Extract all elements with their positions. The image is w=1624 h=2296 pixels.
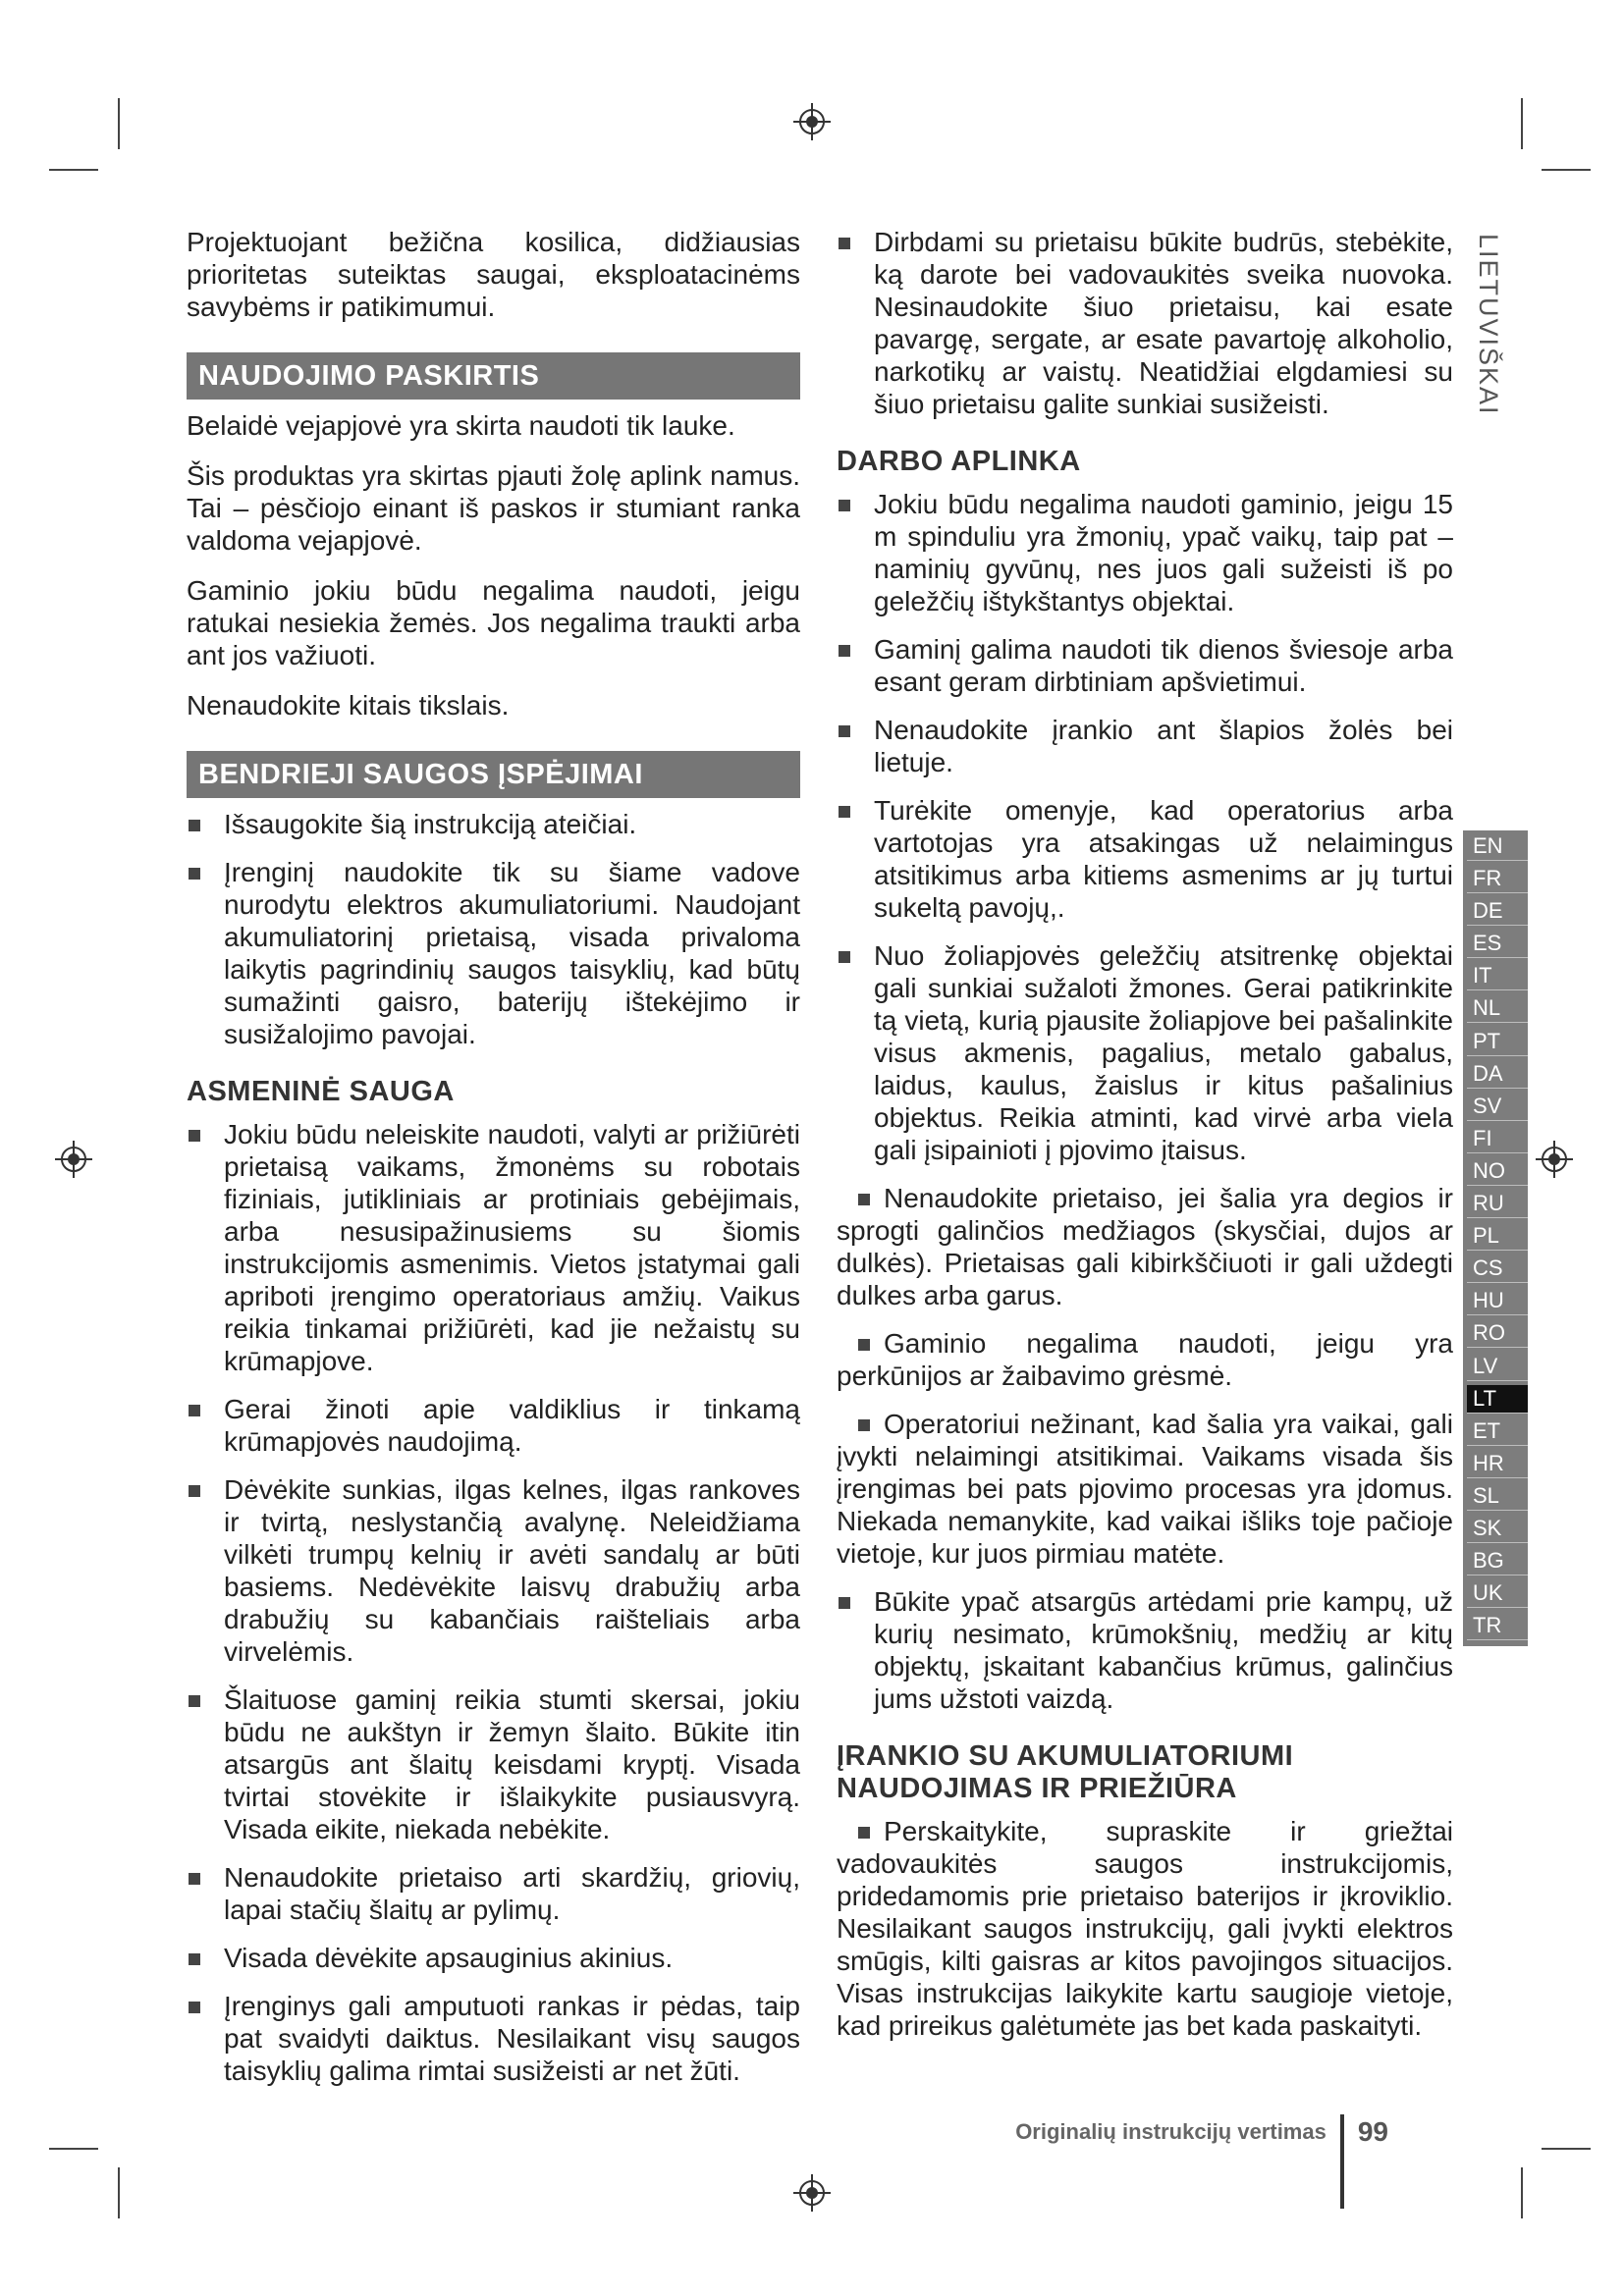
lang-tab-et: ET bbox=[1467, 1417, 1528, 1446]
language-label: LIETUVIŠKAI bbox=[1474, 234, 1503, 416]
list-item: Įrenginys gali amputuoti rankas ir pėdas, taip pat svaidyti daiktus. Nesilaikant visų saugos taisyklių galima rimtai susižeisti ar net žūti. bbox=[187, 1990, 800, 2087]
lang-tab-da: DA bbox=[1467, 1060, 1528, 1089]
list-item: Turėkite omenyje, kad operatorius arba vartotojas yra atsakingas už nelaimingus atsitikimus arba kitiems asmenims ar jų turtui sukeltą pavojų,. bbox=[837, 794, 1453, 924]
list-item: Išsaugokite šią instrukciją ateičiai. bbox=[187, 808, 800, 840]
language-tabs bbox=[1463, 830, 1528, 1646]
registration-mark-icon bbox=[55, 1141, 92, 1178]
paragraph: Nenaudokite kitais tikslais. bbox=[187, 690, 510, 721]
right-column bbox=[837, 226, 1453, 2057]
crop-mark bbox=[49, 2148, 98, 2150]
bullet-icon bbox=[858, 1194, 870, 1205]
registration-mark-icon bbox=[1536, 1141, 1573, 1178]
lang-tab-lt: LT bbox=[1467, 1385, 1528, 1414]
lang-tab-fr: FR bbox=[1467, 865, 1528, 893]
lang-tab-nl: NL bbox=[1467, 994, 1528, 1023]
crop-mark bbox=[1542, 169, 1591, 171]
list-item bbox=[837, 1182, 1453, 1311]
list-item bbox=[837, 1815, 1453, 2042]
list-item: Nenaudokite prietaiso arti skardžių, griovių, lapai stačių šlaitų ar pylimų. bbox=[187, 1861, 800, 1926]
list-item: Nuo žoliapjovės geležčių atsitrenkę objektai gali sunkiai sužaloti žmones. Gerai patikrinkite tą vietą, kurią pjausite žoliapjove bei pašalinkite visus akmenis, pagalius, metalo gabalus, laidus, kaulus, žaislus ir kitus pašalinius objektus. Reikia atminti, kad virvė arba viela gali įsipainioti į pjovimo įtaisus. bbox=[837, 939, 1453, 1166]
crop-mark bbox=[1521, 2167, 1523, 2218]
page-number: 99 bbox=[1357, 2116, 1388, 2147]
list-item-text: Nenaudokite prietaiso, jei šalia yra degios ir sprogti galinčios medžiagos (skysčiai, dujos ar dulkės). Prietaisas gali kibirkščiuoti ir gali uždegti dulkes arba garus. bbox=[837, 1183, 1453, 1310]
lang-tab-cs: CS bbox=[1467, 1255, 1528, 1283]
lang-tab-de: DE bbox=[1467, 897, 1528, 926]
lang-tab-sk: SK bbox=[1467, 1515, 1528, 1543]
list-item-text: Perskaitykite, supraskite ir griežtai vadovaukitės saugos instrukcijomis, pridedamomis prie prietaiso baterijos ir įkroviklio. Nesilaikant saugos instrukcijų, gali įvykti elektros smūgis, kilti gaisras ar kitos pavojingos situacijos. Visas instrukcijas laikykite kartu saugioje vietoje, kad prireikus galėtumėte jas bet kada paskaityti. bbox=[837, 1816, 1453, 2041]
list-item: Visada dėvėkite apsauginius akinius. bbox=[187, 1942, 800, 1974]
list-item: Įrenginį naudokite tik su šiame vadove nurodytu elektros akumuliatoriumi. Naudojant akumuliatorinį prietaisą, visada privaloma laikytis pagrindinių saugos taisyklių, kad būtų sumažinti gaisro, baterijų ištekėjimo ir susižalojimo pavojai. bbox=[187, 856, 800, 1050]
section-title-darbo-aplinka: DARBO APLINKA bbox=[837, 446, 1081, 477]
list-item: Dėvėkite sunkias, ilgas kelnes, ilgas rankoves ir tvirtą, neslystančią avalynę. Neleidžiama vilkėti trumpų kelnių ir avėti sandalų ar būti basiems. Nedėvėkite laisvų drabužių arba drabužių su kabančiais raišteliais arba virvelėmis. bbox=[187, 1473, 800, 1668]
crop-mark bbox=[1542, 2148, 1591, 2150]
list-item-text: Operatoriui nežinant, kad šalia yra vaikai, gali įvykti nelaimingi atsitikimai. Vaikams visada šis įrengimas bei pats pjovimo procesas yra įdomus. Niekada nemanykite, kad vaikai išliks toje pačioje vietoje, kur juos pirmiau matėte. bbox=[837, 1409, 1453, 1569]
list-item: Gaminį galima naudoti tik dienos šviesoje arba esant geram dirbtiniam apšvietimui. bbox=[837, 633, 1453, 698]
lang-tab-hr: HR bbox=[1467, 1450, 1528, 1478]
list-item: Būkite ypač atsargūs artėdami prie kampų, už kurių nesimato, krūmokšnių, medžių ar kitų objektų, įskaitant kabančius krūmus, galinčius jums užstoti vaizdą. bbox=[837, 1585, 1453, 1715]
registration-mark-icon bbox=[793, 103, 831, 140]
bullet-icon bbox=[858, 1339, 870, 1351]
list-item bbox=[837, 1327, 1453, 1392]
lang-tab-no: NO bbox=[1467, 1157, 1528, 1186]
lang-tab-sl: SL bbox=[1467, 1482, 1528, 1511]
footer-divider bbox=[1340, 2114, 1344, 2209]
bullet-list bbox=[187, 1118, 800, 2087]
lang-tab-uk: UK bbox=[1467, 1579, 1528, 1608]
lang-tab-tr: TR bbox=[1467, 1612, 1528, 1640]
registration-mark-icon bbox=[793, 2174, 831, 2212]
crop-mark bbox=[118, 98, 120, 149]
lang-tab-fi: FI bbox=[1467, 1125, 1528, 1153]
bullet-icon bbox=[858, 1827, 870, 1839]
list-item: Dirbdami su prietaisu būkite budrūs, stebėkite, ką darote bei vadovaukitės sveika nuovoka. Nesinaudokite šiuo prietaisu, kai esate pavargę, sergate, ar esate pavartoję alkoholio, narkotikų ar vaistų. Neatidžiai elgdamiesi su šiuo prietaisu galite sunkiai susižeisti. bbox=[837, 226, 1453, 420]
list-item: Jokiu būdu neleiskite naudoti, valyti ar prižiūrėti prietaisą vaikams, žmonėms su robotais fiziniais, jutikliniais ar protiniais gebėjimais, arba nesusipažinusiems su šiomis instrukcijomis asmenimis. Vietos įstatymai gali apriboti įrengimo operatoriaus amžių. Vaikus reikia tinkamai prižiūrėti, kad jie nežaistų su krūmapjove. bbox=[187, 1118, 800, 1377]
bullet-list bbox=[187, 808, 800, 1050]
list-item: Nenaudokite įrankio ant šlapios žolės bei lietuje. bbox=[837, 714, 1453, 778]
list-item: Jokiu būdu negalima naudoti gaminio, jeigu 15 m spinduliu yra žmonių, ypač vaikų, taip pat – naminių gyvūnų, nes juos gali sužeisti iš po geležčių ištykštantys objektai. bbox=[837, 488, 1453, 617]
crop-mark bbox=[118, 2167, 120, 2218]
left-column bbox=[187, 226, 800, 2103]
lang-tab-ru: RU bbox=[1467, 1190, 1528, 1218]
bullet-icon bbox=[858, 1419, 870, 1431]
bullet-list bbox=[837, 488, 1453, 1715]
section-title-bendrieji-saugos: BENDRIEJI SAUGOS ĮSPĖJIMAI bbox=[187, 751, 800, 798]
lang-tab-pl: PL bbox=[1467, 1222, 1528, 1251]
lang-tab-es: ES bbox=[1467, 930, 1528, 958]
section-title-asmenine-sauga: ASMENINĖ SAUGA bbox=[187, 1076, 455, 1107]
list-item: Šlaituose gaminį reikia stumti skersai, jokiu būdu ne aukštyn ir žemyn šlaito. Būkite itin atsargūs ant šlaitų keisdami kryptį. Visada tvirtai stovėkite ir išlaikykite pusiausvyrą. Visada eikite, niekada nebėkite. bbox=[187, 1683, 800, 1845]
section-title-naudojimo-paskirtis: NAUDOJIMO PASKIRTIS bbox=[187, 352, 800, 400]
lang-tab-ro: RO bbox=[1467, 1319, 1528, 1348]
section-title-irankio-naudojimas: ĮRANKIO SU AKUMULIATORIUMI NAUDOJIMAS IR PRIEŽIŪRA bbox=[837, 1740, 1294, 1804]
bullet-list bbox=[837, 1815, 1453, 2042]
list-item: Gerai žinoti apie valdiklius ir tinkamą krūmapjovės naudojimą. bbox=[187, 1393, 800, 1458]
lang-tab-lv: LV bbox=[1467, 1353, 1528, 1381]
lang-tab-sv: SV bbox=[1467, 1093, 1528, 1121]
lang-tab-bg: BG bbox=[1467, 1547, 1528, 1575]
crop-mark bbox=[49, 169, 98, 171]
paragraph: Šis produktas yra skirtas pjauti žolę aplink namus. Tai – pėsčiojo einant iš paskos ir stumiant ranka valdoma vejapjovė. bbox=[187, 460, 800, 556]
paragraph: Gaminio jokiu būdu negalima naudoti, jeigu ratukai nesiekia žemės. Jos negalima traukti arba ant jos važiuoti. bbox=[187, 575, 800, 670]
bullet-list bbox=[837, 226, 1453, 420]
lang-tab-it: IT bbox=[1467, 962, 1528, 990]
list-item bbox=[837, 1408, 1453, 1570]
list-item-text: Gaminio negalima naudoti, jeigu yra perkūnijos ar žaibavimo grėsmė. bbox=[837, 1328, 1453, 1391]
crop-mark bbox=[1521, 98, 1523, 149]
lang-tab-pt: PT bbox=[1467, 1028, 1528, 1056]
paragraph: Belaidė vejapjovė yra skirta naudoti tik lauke. bbox=[187, 410, 735, 441]
lang-tab-hu: HU bbox=[1467, 1287, 1528, 1315]
intro-paragraph: Projektuojant bežičnа kosilica, didžiausias prioritetas suteiktas saugai, eksploatacinėms savybėms ir patikimumui. bbox=[187, 227, 800, 322]
lang-tab-en: EN bbox=[1467, 832, 1528, 861]
page-footer bbox=[1015, 2085, 1388, 2179]
footer-text: Originalių instrukcijų vertimas bbox=[1015, 2119, 1326, 2144]
